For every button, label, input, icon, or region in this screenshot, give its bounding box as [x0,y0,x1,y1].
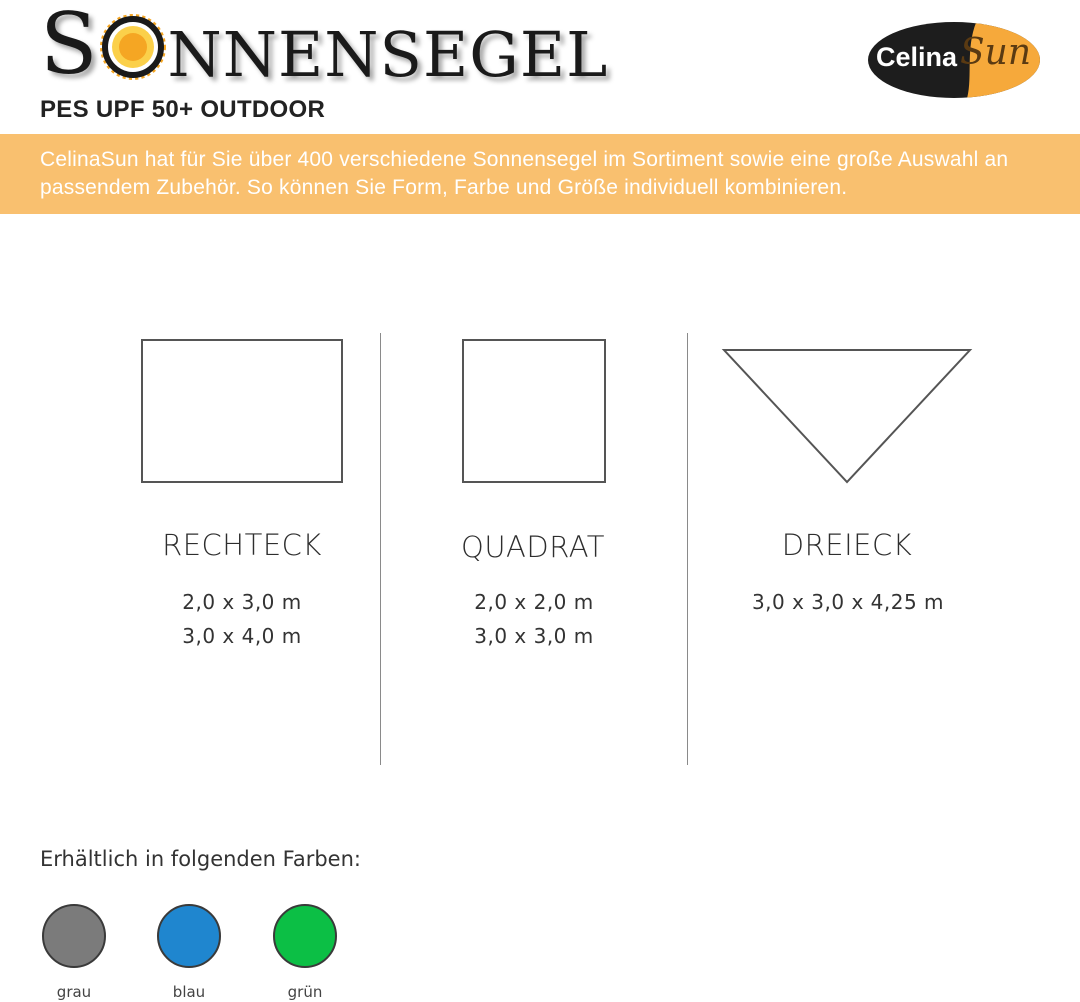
square-icon [461,338,609,486]
logo-text-sun: Sun [960,32,1032,73]
brand-logo [866,18,1042,102]
product-subtitle: PES UPF 50+ OUTDOOR [40,96,326,123]
color-swatch-gruen [273,904,337,968]
triangle-icon [720,346,974,486]
title-rest: NNENSEGEL [167,18,609,91]
info-banner [0,134,1080,214]
rectangle-icon [140,338,346,486]
shape-size: 3,0 x 3,0 m [474,624,594,648]
color-swatch-grau [42,904,106,968]
color-label-grau: grau [56,983,92,1001]
color-label-blau: blau [172,983,206,1001]
color-swatch-blau [157,904,221,968]
banner-text: CelinaSun hat für Sie über 400 verschiedene Sonnensegel im Sortiment sowie eine große Auswahl an passendem Zubehör. So können Sie Form, Farbe und Größe individuell kombinieren. [40,148,1009,199]
shape-name-dreieck: DREIECK [781,528,913,562]
shape-size: 3,0 x 4,0 m [182,624,302,648]
shape-size: 3,0 x 3,0 x 4,25 m [751,590,945,614]
shape-name-rechteck: RECHTECK [162,528,322,562]
shape-size: 2,0 x 2,0 m [474,590,594,614]
color-label-gruen: grün [287,983,323,1001]
sun-icon [100,14,166,80]
column-divider [687,333,688,765]
page-title [40,2,608,94]
title-first-letter: S [40,0,98,93]
shape-size: 2,0 x 3,0 m [182,590,302,614]
logo-text-celina: Celina [876,42,958,72]
colors-title: Erhältlich in folgenden Farben: [40,847,361,871]
column-divider [380,333,381,765]
shape-name-quadrat: QUADRAT [461,530,605,564]
